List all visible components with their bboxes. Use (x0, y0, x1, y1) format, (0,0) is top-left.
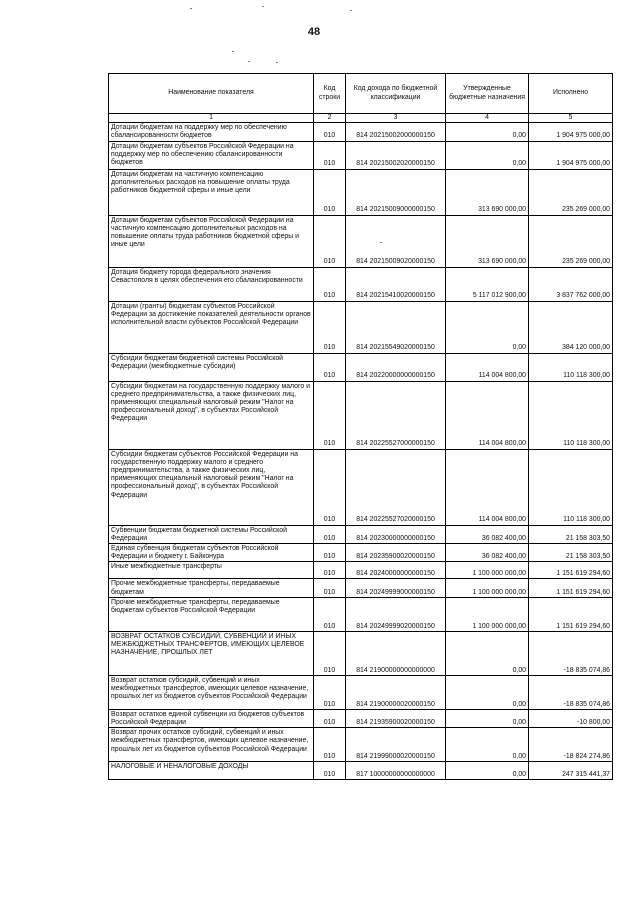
cell-approved: 0,00 (446, 141, 529, 169)
page-number: 48 (307, 26, 321, 38)
cell-code: 010 (314, 169, 346, 215)
cell-kbk: 814 21999000020000150 (346, 728, 446, 762)
cell-executed: 235 269 000,00 (529, 215, 613, 267)
cell-kbk: 814 20215549020000150 (346, 301, 446, 353)
scan-speck (350, 10, 352, 11)
cell-name: Дотации бюджетам на частичную компенсацию дополнительных расходов на повышение оплаты труда работников бюджетной сферы и иные цели (109, 169, 314, 215)
cell-code: 010 (314, 525, 346, 543)
scan-speck (232, 51, 234, 52)
cell-code: 010 (314, 728, 346, 762)
cell-kbk: 814 20215410020000150 (346, 267, 446, 301)
cell-approved: 0,00 (446, 631, 529, 675)
cell-approved: 0,00 (446, 709, 529, 727)
table-row (109, 301, 613, 353)
cell-executed: 21 158 303,50 (529, 525, 613, 543)
cell-approved: 1 100 000 000,00 (446, 562, 529, 579)
cell-approved: 0,00 (446, 728, 529, 762)
cell-code: 010 (314, 381, 346, 449)
table-row (109, 215, 613, 267)
cell-name: Иные межбюджетные трансферты (109, 562, 314, 579)
cell-code: 010 (314, 353, 346, 381)
header-executed: Исполнено (529, 74, 613, 114)
cell-name: Дотации бюджетам субъектов Российской Федерации на поддержку мер по обеспечению сбалансированности бюджетов (109, 141, 314, 169)
column-index: 3 (346, 114, 446, 123)
cell-kbk: 817 10000000000000000 (346, 762, 446, 780)
cell-approved: 313 690 000,00 (446, 215, 529, 267)
cell-name: Дотации (гранты) бюджетам субъектов Российской Федерации за достижение показателей деятельности органов исполнительной власти субъектов Российской Федерации (109, 301, 314, 353)
cell-kbk: 814 20249999000000150 (346, 579, 446, 597)
header-kbk: Код дохода по бюджетной классификации (346, 74, 446, 114)
cell-name: Субвенции бюджетам бюджетной системы Российской Федерации (109, 525, 314, 543)
scan-speck (190, 8, 192, 9)
cell-executed: -18 835 074,86 (529, 631, 613, 675)
revenue-report-table (108, 73, 613, 780)
header-name: Наименование показателя (109, 74, 314, 114)
table-row (109, 728, 613, 762)
cell-code: 010 (314, 544, 346, 562)
cell-executed: 110 118 300,00 (529, 381, 613, 449)
table-row (109, 709, 613, 727)
cell-kbk: 814 20240000000000150 (346, 562, 446, 579)
table-row (109, 123, 613, 141)
scan-speck (276, 62, 278, 63)
cell-code: 010 (314, 301, 346, 353)
cell-name: Дотация бюджету города федерального значения Севастополя в целях обеспечения его сбалансированности (109, 267, 314, 301)
column-index: 2 (314, 114, 346, 123)
cell-kbk: 814 20235900020000150 (346, 544, 446, 562)
cell-code: 010 (314, 449, 346, 525)
cell-kbk: 814 21900000000000000 (346, 631, 446, 675)
cell-kbk: 814 21935900020000150 (346, 709, 446, 727)
cell-executed: -18 835 074,86 (529, 675, 613, 709)
cell-approved: 36 082 400,00 (446, 544, 529, 562)
table-row (109, 353, 613, 381)
table-row (109, 267, 613, 301)
cell-code: 010 (314, 141, 346, 169)
cell-executed: 3 837 762 000,00 (529, 267, 613, 301)
table-row (109, 631, 613, 675)
cell-name: Дотации бюджетам субъектов Российской Федерации на частичную компенсацию дополнительных расходов на повышение оплаты труда работников бюджетной сферы и иные цели (109, 215, 314, 267)
column-index: 1 (109, 114, 314, 123)
table-row (109, 381, 613, 449)
cell-name: Возврат остатков единой субвенции из бюджетов субъектов Российской Федерации (109, 709, 314, 727)
cell-kbk: 814 20225527000000150 (346, 381, 446, 449)
cell-name: Прочие межбюджетные трансферты, передаваемые бюджетам (109, 579, 314, 597)
cell-name: Возврат остатков субсидий, субвенций и иных межбюджетных трансфертов, имеющих целевое назначение, прошлых лет из бюджетов субъектов Российской Федерации (109, 675, 314, 709)
cell-approved: 1 100 000 000,00 (446, 579, 529, 597)
cell-approved: 114 004 800,00 (446, 353, 529, 381)
column-index: 4 (446, 114, 529, 123)
cell-name: НАЛОГОВЫЕ И НЕНАЛОГОВЫЕ ДОХОДЫ (109, 762, 314, 780)
cell-executed: 1 904 975 000,00 (529, 141, 613, 169)
cell-code: 010 (314, 675, 346, 709)
cell-kbk: 814 20215009000000150 (346, 169, 446, 215)
table-row (109, 449, 613, 525)
cell-code: 010 (314, 579, 346, 597)
cell-executed: 384 120 000,00 (529, 301, 613, 353)
cell-kbk: 814 20215002000000150 (346, 123, 446, 141)
cell-name: Возврат прочих остатков субсидий, субвенций и иных межбюджетных трансфертов, имеющих целевое назначение, прошлых лет из бюджетов субъектов Российской Федерации (109, 728, 314, 762)
header-approved: Утвержденные бюджетные назначения (446, 74, 529, 114)
cell-code: 010 (314, 215, 346, 267)
table-row (109, 597, 613, 631)
cell-name: Единая субвенция бюджетам субъектов Российской Федерации и бюджету г. Байконура (109, 544, 314, 562)
cell-kbk: 814 20249999020000150 (346, 597, 446, 631)
cell-code: 010 (314, 762, 346, 780)
cell-executed: 21 158 303,50 (529, 544, 613, 562)
cell-name: ВОЗВРАТ ОСТАТКОВ СУБСИДИЙ, СУБВЕНЦИЙ И ИНЫХ МЕЖБЮДЖЕТНЫХ ТРАНСФЕРТОВ, ИМЕЮЩИХ ЦЕЛЕВОЕ НАЗНАЧЕНИЕ, ПРОШЛЫХ ЛЕТ (109, 631, 314, 675)
cell-name: Дотации бюджетам на поддержку мер по обеспечению сбалансированности бюджетов (109, 123, 314, 141)
cell-approved: 313 690 000,00 (446, 169, 529, 215)
header-code: Код строки (314, 74, 346, 114)
cell-approved: 0,00 (446, 675, 529, 709)
cell-executed: -18 824 274,86 (529, 728, 613, 762)
cell-approved: 114 004 800,00 (446, 449, 529, 525)
table-row (109, 579, 613, 597)
column-index: 5 (529, 114, 613, 123)
cell-kbk: 814 20230000000000150 (346, 525, 446, 543)
table-row (109, 675, 613, 709)
cell-executed: 1 151 619 294,60 (529, 597, 613, 631)
cell-executed: 1 151 619 294,60 (529, 562, 613, 579)
table-row (109, 562, 613, 579)
cell-code: 010 (314, 631, 346, 675)
cell-kbk: 814 20225527020000150 (346, 449, 446, 525)
cell-kbk: 814 21900000020000150 (346, 675, 446, 709)
cell-approved: 5 117 012 900,00 (446, 267, 529, 301)
table-header-row (109, 74, 613, 114)
table-row (109, 544, 613, 562)
cell-name: Субсидии бюджетам субъектов Российской Федерации на государственную поддержку малого и среднего предпринимательства, а также физических лиц, применяющих специальный налоговый режим "Налог на профессиональный доход", в субъектах Российской Федерации (109, 449, 314, 525)
table-row (109, 141, 613, 169)
scan-speck (262, 6, 264, 7)
cell-executed: -10 800,00 (529, 709, 613, 727)
cell-executed: 247 315 441,37 (529, 762, 613, 780)
cell-kbk: 814 20220000000000150 (346, 353, 446, 381)
table-row (109, 762, 613, 780)
cell-approved: 114 004 800,00 (446, 381, 529, 449)
table-row (109, 525, 613, 543)
cell-code: 010 (314, 597, 346, 631)
cell-approved: 0,00 (446, 762, 529, 780)
cell-kbk: 814 20215002020000150 (346, 141, 446, 169)
cell-code: 010 (314, 123, 346, 141)
cell-kbk: 814 20215009020000150 (346, 215, 446, 267)
cell-approved: 36 082 400,00 (446, 525, 529, 543)
cell-name: Субсидии бюджетам на государственную поддержку малого и среднего предпринимательства, а также физических лиц, применяющих специальный налоговый режим "Налог на профессиональный доход", в субъектах Российской Федерации (109, 381, 314, 449)
cell-executed: 235 269 000,00 (529, 169, 613, 215)
column-index-row (109, 114, 613, 123)
cell-approved: 0,00 (446, 123, 529, 141)
cell-name: Прочие межбюджетные трансферты, передаваемые бюджетам субъектов Российской Федерации (109, 597, 314, 631)
cell-name: Субсидии бюджетам бюджетной системы Российской Федерации (межбюджетные субсидии) (109, 353, 314, 381)
cell-code: 010 (314, 709, 346, 727)
cell-approved: 0,00 (446, 301, 529, 353)
cell-code: 010 (314, 562, 346, 579)
cell-executed: 110 118 300,00 (529, 449, 613, 525)
cell-executed: 1 904 975 000,00 (529, 123, 613, 141)
cell-approved: 1 100 000 000,00 (446, 597, 529, 631)
cell-executed: 110 118 300,00 (529, 353, 613, 381)
cell-code: 010 (314, 267, 346, 301)
table-row (109, 169, 613, 215)
scan-speck (248, 61, 250, 62)
cell-executed: 1 151 619 294,60 (529, 579, 613, 597)
